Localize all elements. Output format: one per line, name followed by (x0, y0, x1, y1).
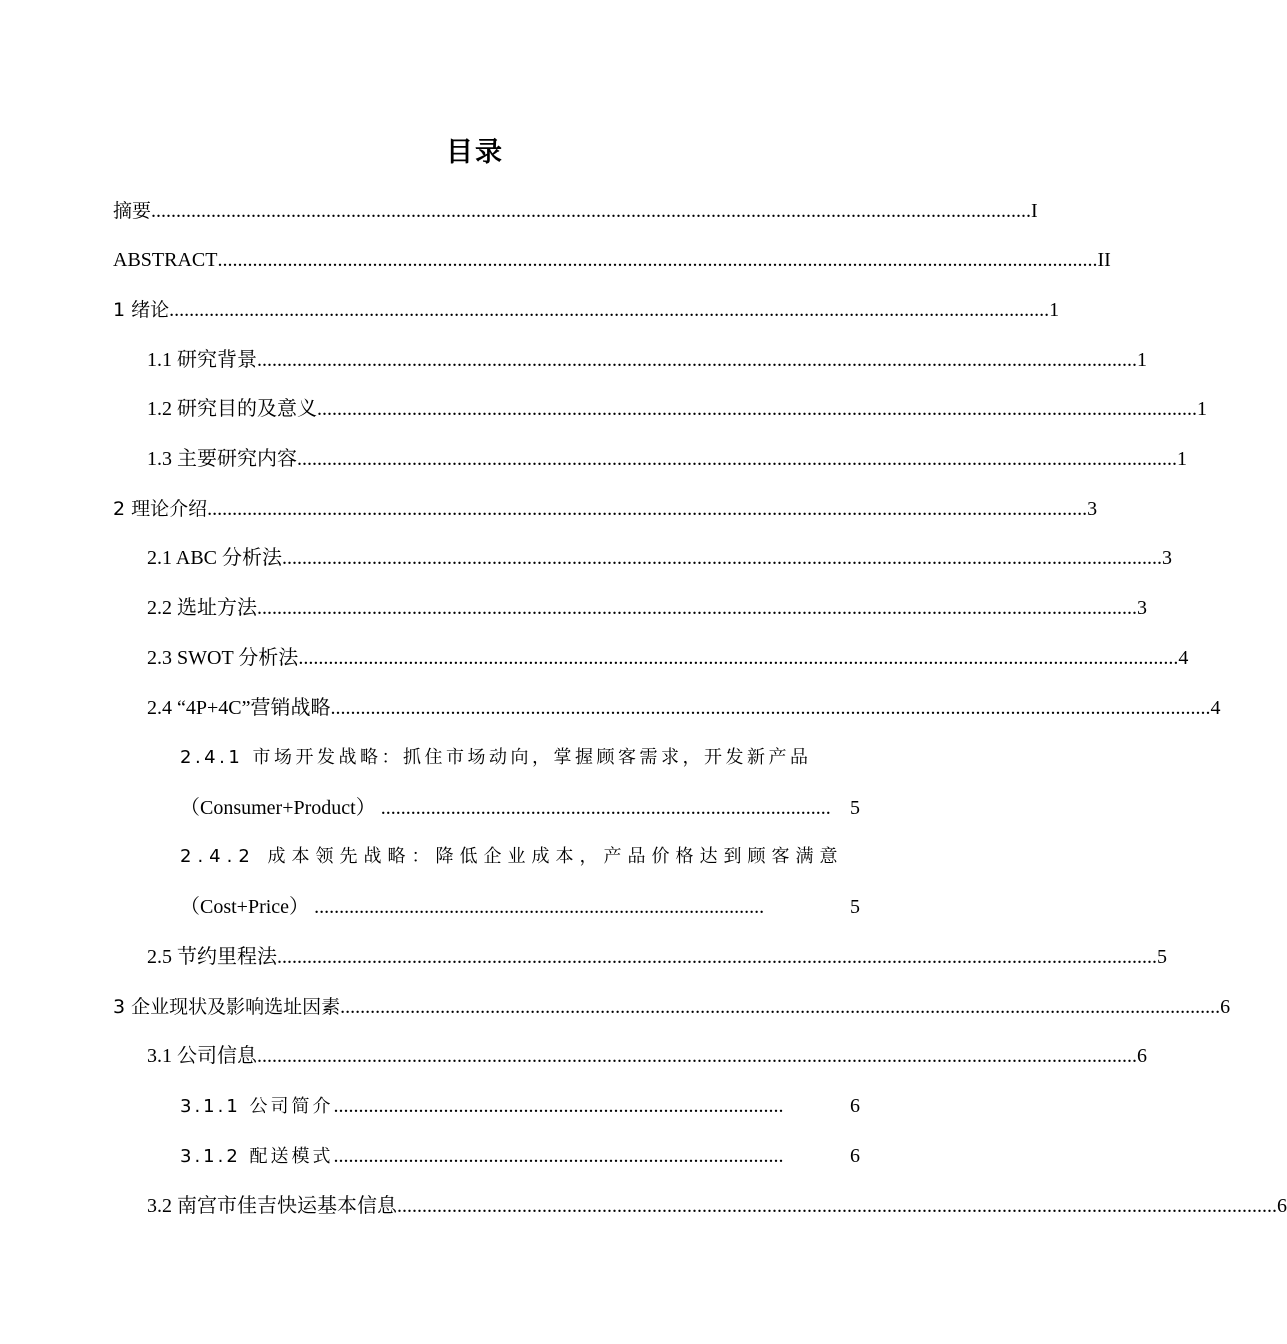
toc-entry-2-4-1-line1[interactable] (180, 743, 860, 773)
toc-entry-3-1-2[interactable] (180, 1141, 860, 1171)
toc-page-number: 3 (1137, 597, 1147, 619)
toc-entry-2-2[interactable] (147, 593, 1147, 623)
toc-entry-label: 3.1.2 配送模式 (180, 1146, 334, 1167)
toc-entry-2-4-2-line2[interactable] (180, 892, 860, 922)
toc-page-number: 6 (850, 1095, 860, 1117)
toc-entry-label: 2.1 ABC 分析法 (147, 547, 283, 569)
toc-page-number: 6 (1220, 996, 1231, 1018)
toc-entry-label: 2 理论介绍 (113, 498, 208, 520)
toc-entry-label: ABSTRACT (113, 249, 218, 271)
toc-entry-ch2[interactable] (113, 494, 1098, 524)
toc-entry-label: 2.4.1 市场开发战略：抓住市场动向，掌握顾客需求，开发新产品 (180, 747, 812, 768)
dot-leader: .......................................................................................... (375, 797, 831, 819)
dot-leader: ................................................................................................................................................................................ (282, 547, 1163, 569)
toc-entry-label: 2.2 选址方法 (147, 597, 257, 619)
dot-leader: ................................................................................................................................................................................ (297, 448, 1177, 470)
toc-page-number: II (1097, 249, 1111, 271)
toc-entry-3-1-1[interactable] (180, 1091, 860, 1121)
dot-leader: ................................................................................................................................................................................ (207, 498, 1088, 520)
toc-entry-1-1[interactable] (147, 345, 1147, 375)
toc-entry-label: 2.5 节约里程法 (147, 946, 277, 968)
toc-entry-label: 1.1 研究背景 (147, 349, 257, 371)
toc-entry-2-1[interactable] (147, 543, 1173, 573)
toc-page-number: 3 (1087, 498, 1098, 520)
dot-leader: ................................................................................................................................................................................ (257, 349, 1137, 371)
dot-leader: ................................................................................................................................................................................ (217, 249, 1098, 271)
toc-page-number: 1 (1177, 448, 1187, 470)
toc-page-number: I (1031, 200, 1038, 222)
toc-entry-label: 1.3 主要研究内容 (147, 448, 297, 470)
toc-entry-3-2[interactable] (147, 1191, 1287, 1221)
dot-leader: ................................................................................................................................................................................ (169, 299, 1050, 321)
dot-leader: .......................................................................................... (309, 896, 765, 918)
toc-entry-label: 1 绪论 (113, 299, 170, 321)
toc-entry-label: （Consumer+Product） (180, 797, 376, 819)
dot-leader: ................................................................................................................................................................................ (340, 996, 1221, 1018)
toc-entry-2-4-1-line2[interactable] (180, 793, 860, 823)
toc-entry-1-3[interactable] (147, 444, 1187, 474)
toc-entry-abstract-cn[interactable] (113, 196, 1038, 226)
toc-entry-label: （Cost+Price） (180, 896, 310, 918)
toc-page-number: 6 (850, 1145, 860, 1167)
toc-entry-ch1[interactable] (113, 295, 1060, 325)
toc-page-number: 6 (1277, 1195, 1287, 1217)
toc-entry-label: 2.4 “4P+4C”营销战略 (147, 697, 331, 719)
toc-entry-label: 2.4.2 成本领先战略：降低企业成本，产品价格达到顾客满意 (180, 846, 844, 867)
dot-leader: .......................................................................................... (333, 1095, 784, 1117)
toc-entry-label: 3.2 南宫市佳吉快运基本信息 (147, 1195, 397, 1217)
toc-page-number: 5 (850, 896, 860, 918)
toc-entry-2-4-2-line1[interactable] (180, 842, 860, 872)
toc-entry-2-3[interactable] (147, 643, 1189, 673)
toc-page-number: 4 (1178, 647, 1189, 669)
toc-entry-abstract-en[interactable] (113, 245, 1111, 275)
toc-page-number: 4 (1210, 697, 1221, 719)
toc-entry-ch3[interactable] (113, 992, 1231, 1022)
toc-entry-label: 摘要 (113, 200, 152, 222)
dot-leader: ................................................................................................................................................................................ (151, 200, 1032, 222)
dot-leader: .......................................................................................... (333, 1145, 784, 1167)
toc-entry-label: 2.3 SWOT 分析法 (147, 647, 299, 669)
toc-page-number: 1 (1137, 349, 1147, 371)
dot-leader: ................................................................................................................................................................................ (397, 1195, 1277, 1217)
toc-page-number: 3 (1162, 547, 1173, 569)
toc-entry-2-4[interactable] (147, 693, 1221, 723)
dot-leader: ................................................................................................................................................................................ (317, 398, 1197, 420)
dot-leader: ................................................................................................................................................................................ (257, 1045, 1137, 1067)
toc-entry-label: 3.1 公司信息 (147, 1045, 257, 1067)
toc-page-number: 6 (1137, 1045, 1147, 1067)
toc-page-number: 1 (1197, 398, 1207, 420)
toc-page-number: 1 (1049, 299, 1060, 321)
toc-entry-label: 3.1.1 公司简介 (180, 1096, 334, 1117)
dot-leader: ................................................................................................................................................................................ (330, 697, 1211, 719)
toc-page-number: 5 (850, 797, 860, 819)
toc-entry-label: 3 企业现状及影响选址因素 (113, 996, 341, 1018)
toc-title: 目录 (446, 137, 504, 168)
toc-entry-3-1[interactable] (147, 1041, 1147, 1071)
dot-leader: ................................................................................................................................................................................ (257, 597, 1137, 619)
toc-entry-label: 1.2 研究目的及意义 (147, 398, 317, 420)
toc-entry-1-2[interactable] (147, 394, 1207, 424)
dot-leader: ................................................................................................................................................................................ (298, 647, 1179, 669)
toc-entry-2-5[interactable] (147, 942, 1167, 972)
toc-page-number: 5 (1157, 946, 1167, 968)
dot-leader: ................................................................................................................................................................................ (277, 946, 1157, 968)
